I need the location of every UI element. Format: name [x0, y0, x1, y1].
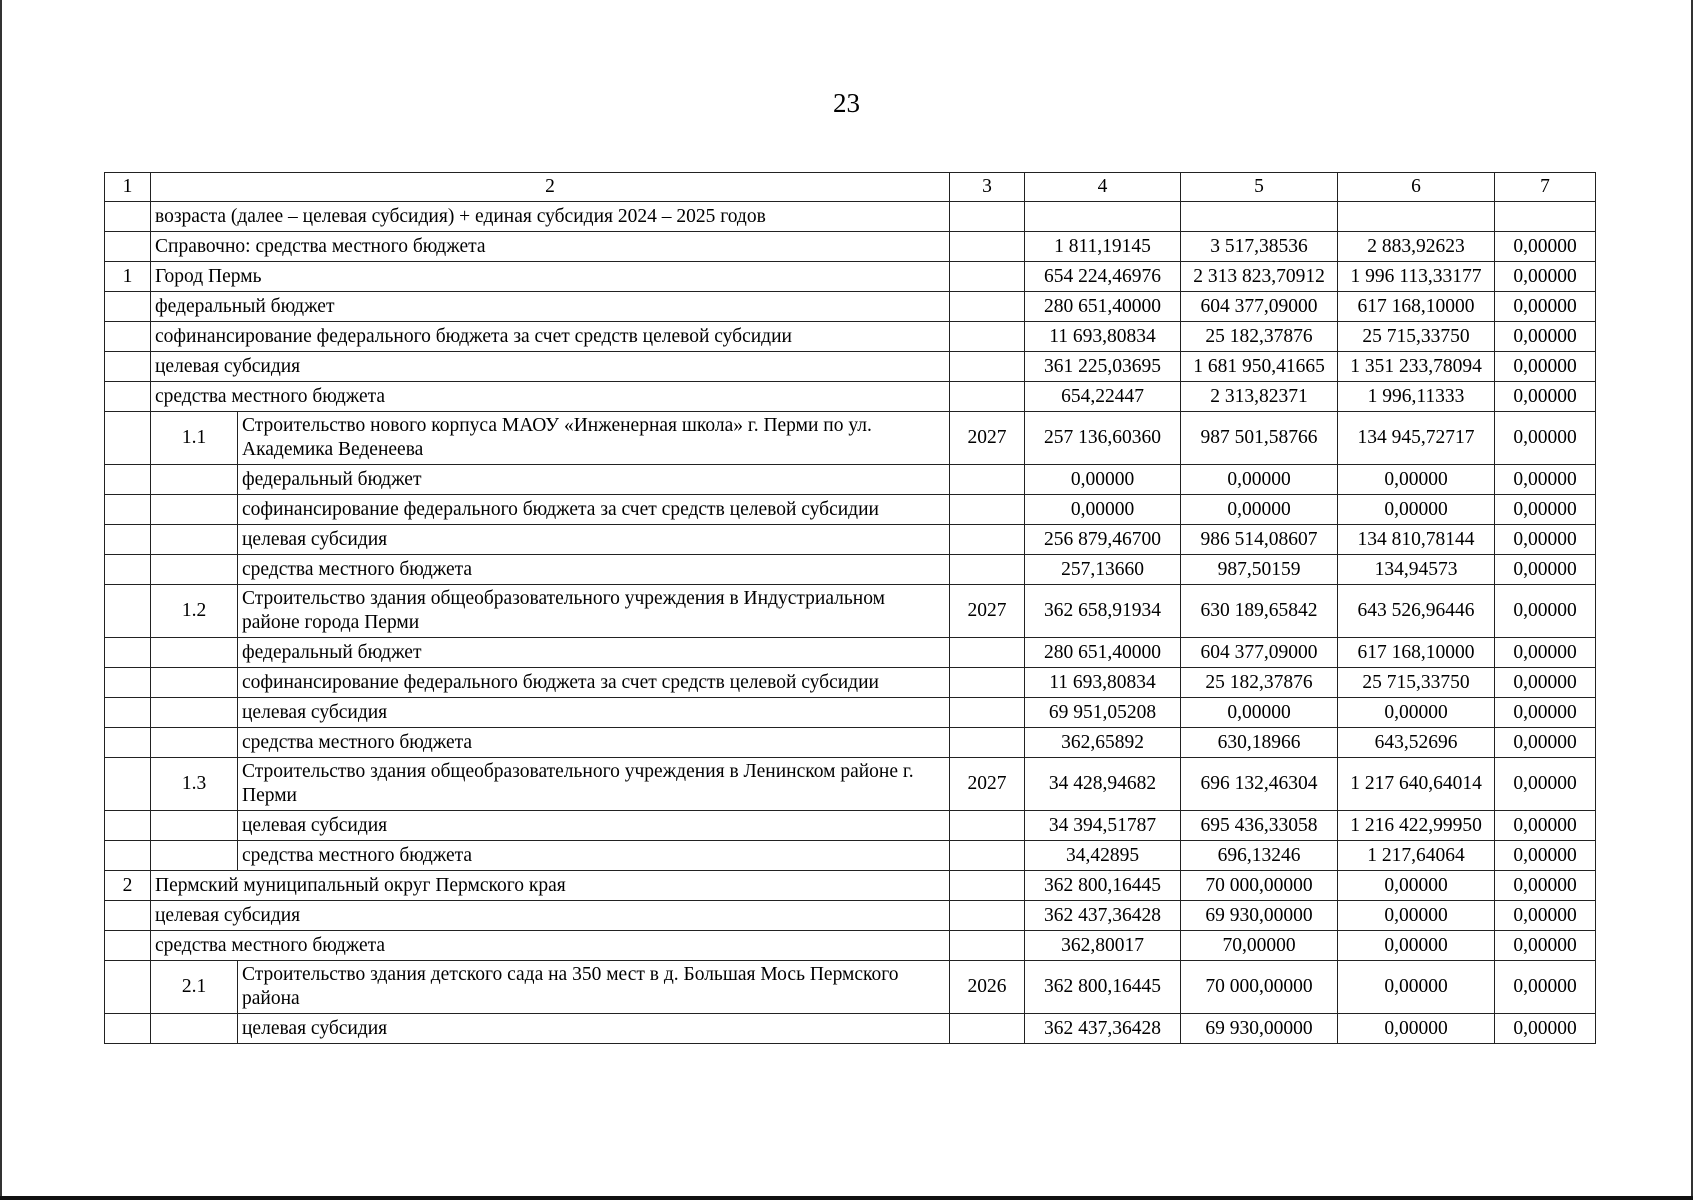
table-row — [105, 525, 1596, 555]
value-cell-col6: 134 810,78144 — [1338, 525, 1495, 555]
year-cell — [950, 931, 1025, 961]
subitem-number-cell — [151, 465, 238, 495]
year-cell — [950, 262, 1025, 292]
row-number-cell — [105, 292, 151, 322]
year-cell — [950, 232, 1025, 262]
value-cell-col7: 0,00000 — [1495, 841, 1596, 871]
scan-bottom-edge — [0, 1196, 1693, 1200]
page-number: 23 — [833, 88, 860, 118]
subitem-number-cell — [151, 841, 238, 871]
row-name-cell: федеральный бюджет — [238, 465, 950, 495]
value-cell-col6: 643 526,96446 — [1338, 585, 1495, 638]
value-cell-col5: 70 000,00000 — [1181, 871, 1338, 901]
value-cell-col5: 696,13246 — [1181, 841, 1338, 871]
value-cell-col4: 257 136,60360 — [1025, 412, 1181, 465]
table-row — [105, 698, 1596, 728]
subitem-number-cell: 1.3 — [151, 758, 238, 811]
row-number-cell: 2 — [105, 871, 151, 901]
value-cell-col5: 2 313 823,70912 — [1181, 262, 1338, 292]
value-cell-col4: 34 394,51787 — [1025, 811, 1181, 841]
value-cell-col7: 0,00000 — [1495, 901, 1596, 931]
row-number-cell — [105, 232, 151, 262]
year-cell — [950, 525, 1025, 555]
value-cell-col4: 362 437,36428 — [1025, 1014, 1181, 1044]
row-number-cell-empty — [105, 728, 151, 758]
value-cell-col4: 0,00000 — [1025, 495, 1181, 525]
table-row — [105, 1014, 1596, 1044]
value-cell-col6: 0,00000 — [1338, 1014, 1495, 1044]
value-cell-col7: 0,00000 — [1495, 728, 1596, 758]
year-cell — [950, 322, 1025, 352]
value-cell-col7: 0,00000 — [1495, 585, 1596, 638]
value-cell-col4: 280 651,40000 — [1025, 292, 1181, 322]
row-number-cell-empty — [105, 698, 151, 728]
value-cell-col4: 256 879,46700 — [1025, 525, 1181, 555]
value-cell-col6: 25 715,33750 — [1338, 668, 1495, 698]
row-number-cell — [105, 382, 151, 412]
year-cell — [950, 352, 1025, 382]
table-row — [105, 465, 1596, 495]
row-number-cell-empty — [105, 758, 151, 811]
row-number-cell-empty — [105, 1014, 151, 1044]
value-cell-col6: 0,00000 — [1338, 698, 1495, 728]
value-cell-col7: 0,00000 — [1495, 232, 1596, 262]
value-cell-col7: 0,00000 — [1495, 931, 1596, 961]
value-cell-col7: 0,00000 — [1495, 322, 1596, 352]
row-number-cell-empty — [105, 412, 151, 465]
row-number-cell-empty — [105, 638, 151, 668]
value-cell-col4: 362 800,16445 — [1025, 961, 1181, 1014]
value-cell-col6 — [1338, 202, 1495, 232]
value-cell-col5: 0,00000 — [1181, 698, 1338, 728]
value-cell-col5: 1 681 950,41665 — [1181, 352, 1338, 382]
value-cell-col4: 34,42895 — [1025, 841, 1181, 871]
year-cell — [950, 638, 1025, 668]
value-cell-col7: 0,00000 — [1495, 758, 1596, 811]
value-cell-col6: 134,94573 — [1338, 555, 1495, 585]
row-number-cell-empty — [105, 465, 151, 495]
row-name-cell: целевая субсидия — [238, 525, 950, 555]
row-number-cell — [105, 352, 151, 382]
header-row — [105, 173, 1596, 202]
row-number-cell — [105, 202, 151, 232]
table-row — [105, 871, 1596, 901]
row-name-cell: Строительство нового корпуса МАОУ «Инженерная школа» г. Перми по ул. Академика Веденеева — [238, 412, 950, 465]
table-row — [105, 585, 1596, 638]
table-row — [105, 202, 1596, 232]
row-number-cell — [105, 322, 151, 352]
header-cell: 5 — [1181, 173, 1338, 202]
value-cell-col4: 280 651,40000 — [1025, 638, 1181, 668]
table-row — [105, 262, 1596, 292]
year-cell: 2027 — [950, 585, 1025, 638]
table-row — [105, 961, 1596, 1014]
header-cell: 3 — [950, 173, 1025, 202]
value-cell-col5: 70 000,00000 — [1181, 961, 1338, 1014]
subitem-number-cell — [151, 811, 238, 841]
row-name-cell: Строительство здания общеобразовательного учреждения в Ленинском районе г. Перми — [238, 758, 950, 811]
value-cell-col5: 986 514,08607 — [1181, 525, 1338, 555]
row-name-cell: целевая субсидия — [238, 1014, 950, 1044]
table-row — [105, 901, 1596, 931]
value-cell-col5: 69 930,00000 — [1181, 1014, 1338, 1044]
row-name-cell: софинансирование федерального бюджета за счет средств целевой субсидии — [151, 322, 950, 352]
value-cell-col6: 0,00000 — [1338, 465, 1495, 495]
header-cell: 4 — [1025, 173, 1181, 202]
value-cell-col5: 25 182,37876 — [1181, 668, 1338, 698]
row-number-cell-empty — [105, 585, 151, 638]
table-row — [105, 638, 1596, 668]
subitem-number-cell — [151, 728, 238, 758]
year-cell — [950, 668, 1025, 698]
value-cell-col5: 3 517,38536 — [1181, 232, 1338, 262]
row-name-cell: Город Пермь — [151, 262, 950, 292]
year-cell — [950, 1014, 1025, 1044]
table-row — [105, 412, 1596, 465]
row-name-cell: федеральный бюджет — [151, 292, 950, 322]
table-row — [105, 841, 1596, 871]
year-cell — [950, 382, 1025, 412]
value-cell-col6: 0,00000 — [1338, 901, 1495, 931]
table-row — [105, 758, 1596, 811]
value-cell-col7: 0,00000 — [1495, 555, 1596, 585]
value-cell-col6: 1 217 640,64014 — [1338, 758, 1495, 811]
value-cell-col5: 70,00000 — [1181, 931, 1338, 961]
value-cell-col4: 257,13660 — [1025, 555, 1181, 585]
value-cell-col6: 643,52696 — [1338, 728, 1495, 758]
value-cell-col7: 0,00000 — [1495, 412, 1596, 465]
value-cell-col6: 0,00000 — [1338, 931, 1495, 961]
row-name-cell: федеральный бюджет — [238, 638, 950, 668]
table-row — [105, 232, 1596, 262]
value-cell-col4 — [1025, 202, 1181, 232]
value-cell-col5: 604 377,09000 — [1181, 292, 1338, 322]
value-cell-col6: 1 996,11333 — [1338, 382, 1495, 412]
row-number-cell-empty — [105, 841, 151, 871]
value-cell-col4: 654,22447 — [1025, 382, 1181, 412]
value-cell-col5: 987,50159 — [1181, 555, 1338, 585]
year-cell: 2026 — [950, 961, 1025, 1014]
value-cell-col6: 0,00000 — [1338, 871, 1495, 901]
header-cell: 1 — [105, 173, 151, 202]
value-cell-col4: 362,65892 — [1025, 728, 1181, 758]
table-row — [105, 322, 1596, 352]
subitem-number-cell — [151, 698, 238, 728]
value-cell-col5: 25 182,37876 — [1181, 322, 1338, 352]
value-cell-col6: 2 883,92623 — [1338, 232, 1495, 262]
value-cell-col4: 362 437,36428 — [1025, 901, 1181, 931]
value-cell-col6: 617 168,10000 — [1338, 638, 1495, 668]
value-cell-col7: 0,00000 — [1495, 352, 1596, 382]
row-number-cell-empty — [105, 525, 151, 555]
value-cell-col6: 0,00000 — [1338, 495, 1495, 525]
value-cell-col7: 0,00000 — [1495, 525, 1596, 555]
year-cell — [950, 555, 1025, 585]
row-name-cell: средства местного бюджета — [238, 555, 950, 585]
row-number-cell — [105, 931, 151, 961]
value-cell-col6: 25 715,33750 — [1338, 322, 1495, 352]
table-row — [105, 811, 1596, 841]
row-number-cell-empty — [105, 668, 151, 698]
value-cell-col6: 617 168,10000 — [1338, 292, 1495, 322]
year-cell — [950, 292, 1025, 322]
value-cell-col7: 0,00000 — [1495, 382, 1596, 412]
value-cell-col6: 1 996 113,33177 — [1338, 262, 1495, 292]
table-body — [105, 173, 1596, 1044]
year-cell: 2027 — [950, 412, 1025, 465]
row-name-cell: средства местного бюджета — [151, 931, 950, 961]
value-cell-col7: 0,00000 — [1495, 698, 1596, 728]
table-row — [105, 382, 1596, 412]
value-cell-col4: 362 800,16445 — [1025, 871, 1181, 901]
value-cell-col5 — [1181, 202, 1338, 232]
value-cell-col4: 11 693,80834 — [1025, 322, 1181, 352]
table-row — [105, 668, 1596, 698]
row-name-cell: целевая субсидия — [151, 901, 950, 931]
year-cell — [950, 871, 1025, 901]
year-cell — [950, 202, 1025, 232]
subitem-number-cell: 1.1 — [151, 412, 238, 465]
year-cell — [950, 698, 1025, 728]
row-number-cell — [105, 901, 151, 931]
value-cell-col5: 69 930,00000 — [1181, 901, 1338, 931]
value-cell-col4: 11 693,80834 — [1025, 668, 1181, 698]
row-name-cell: средства местного бюджета — [238, 728, 950, 758]
row-number-cell-empty — [105, 811, 151, 841]
value-cell-col4: 361 225,03695 — [1025, 352, 1181, 382]
year-cell — [950, 811, 1025, 841]
value-cell-col6: 134 945,72717 — [1338, 412, 1495, 465]
row-name-cell: софинансирование федерального бюджета за счет средств целевой субсидии — [238, 495, 950, 525]
value-cell-col4: 654 224,46976 — [1025, 262, 1181, 292]
row-name-cell: средства местного бюджета — [238, 841, 950, 871]
value-cell-col5: 987 501,58766 — [1181, 412, 1338, 465]
subitem-number-cell — [151, 638, 238, 668]
value-cell-col5: 0,00000 — [1181, 495, 1338, 525]
value-cell-col4: 69 951,05208 — [1025, 698, 1181, 728]
value-cell-col7: 0,00000 — [1495, 495, 1596, 525]
subitem-number-cell: 1.2 — [151, 585, 238, 638]
row-name-cell: софинансирование федерального бюджета за счет средств целевой субсидии — [238, 668, 950, 698]
value-cell-col5: 695 436,33058 — [1181, 811, 1338, 841]
row-number-cell: 1 — [105, 262, 151, 292]
table-row — [105, 352, 1596, 382]
value-cell-col7: 0,00000 — [1495, 465, 1596, 495]
table-row — [105, 292, 1596, 322]
subitem-number-cell — [151, 525, 238, 555]
value-cell-col5: 2 313,82371 — [1181, 382, 1338, 412]
row-name-cell: средства местного бюджета — [151, 382, 950, 412]
subitem-number-cell — [151, 495, 238, 525]
value-cell-col4: 0,00000 — [1025, 465, 1181, 495]
subitem-number-cell: 2.1 — [151, 961, 238, 1014]
year-cell — [950, 495, 1025, 525]
value-cell-col6: 1 216 422,99950 — [1338, 811, 1495, 841]
row-name-cell: Справочно: средства местного бюджета — [151, 232, 950, 262]
table-row — [105, 728, 1596, 758]
value-cell-col5: 0,00000 — [1181, 465, 1338, 495]
value-cell-col6: 0,00000 — [1338, 961, 1495, 1014]
value-cell-col6: 1 217,64064 — [1338, 841, 1495, 871]
value-cell-col4: 1 811,19145 — [1025, 232, 1181, 262]
budget-table — [104, 172, 1596, 1044]
year-cell — [950, 901, 1025, 931]
header-cell: 7 — [1495, 173, 1596, 202]
header-cell: 2 — [151, 173, 950, 202]
year-cell: 2027 — [950, 758, 1025, 811]
year-cell — [950, 728, 1025, 758]
value-cell-col7: 0,00000 — [1495, 292, 1596, 322]
value-cell-col4: 362,80017 — [1025, 931, 1181, 961]
row-name-cell: целевая субсидия — [238, 811, 950, 841]
value-cell-col7: 0,00000 — [1495, 1014, 1596, 1044]
value-cell-col7 — [1495, 202, 1596, 232]
subitem-number-cell — [151, 555, 238, 585]
row-number-cell-empty — [105, 961, 151, 1014]
value-cell-col5: 630,18966 — [1181, 728, 1338, 758]
row-name-cell: возраста (далее – целевая субсидия) + единая субсидия 2024 – 2025 годов — [151, 202, 950, 232]
value-cell-col5: 696 132,46304 — [1181, 758, 1338, 811]
row-name-cell: Пермский муниципальный округ Пермского края — [151, 871, 950, 901]
row-number-cell-empty — [105, 495, 151, 525]
subitem-number-cell — [151, 1014, 238, 1044]
value-cell-col6: 1 351 233,78094 — [1338, 352, 1495, 382]
scan-left-edge — [0, 0, 2, 1200]
value-cell-col4: 362 658,91934 — [1025, 585, 1181, 638]
row-name-cell: целевая субсидия — [238, 698, 950, 728]
year-cell — [950, 841, 1025, 871]
subitem-number-cell — [151, 668, 238, 698]
year-cell — [950, 465, 1025, 495]
value-cell-col7: 0,00000 — [1495, 871, 1596, 901]
value-cell-col4: 34 428,94682 — [1025, 758, 1181, 811]
row-name-cell: Строительство здания детского сада на 350 мест в д. Большая Мось Пермского района — [238, 961, 950, 1014]
row-name-cell: целевая субсидия — [151, 352, 950, 382]
row-number-cell-empty — [105, 555, 151, 585]
row-name-cell: Строительство здания общеобразовательного учреждения в Индустриальном районе города Перми — [238, 585, 950, 638]
value-cell-col5: 630 189,65842 — [1181, 585, 1338, 638]
value-cell-col7: 0,00000 — [1495, 811, 1596, 841]
value-cell-col7: 0,00000 — [1495, 638, 1596, 668]
table-row — [105, 555, 1596, 585]
value-cell-col7: 0,00000 — [1495, 961, 1596, 1014]
value-cell-col5: 604 377,09000 — [1181, 638, 1338, 668]
value-cell-col7: 0,00000 — [1495, 668, 1596, 698]
value-cell-col7: 0,00000 — [1495, 262, 1596, 292]
table-row — [105, 931, 1596, 961]
table-row — [105, 495, 1596, 525]
header-cell: 6 — [1338, 173, 1495, 202]
